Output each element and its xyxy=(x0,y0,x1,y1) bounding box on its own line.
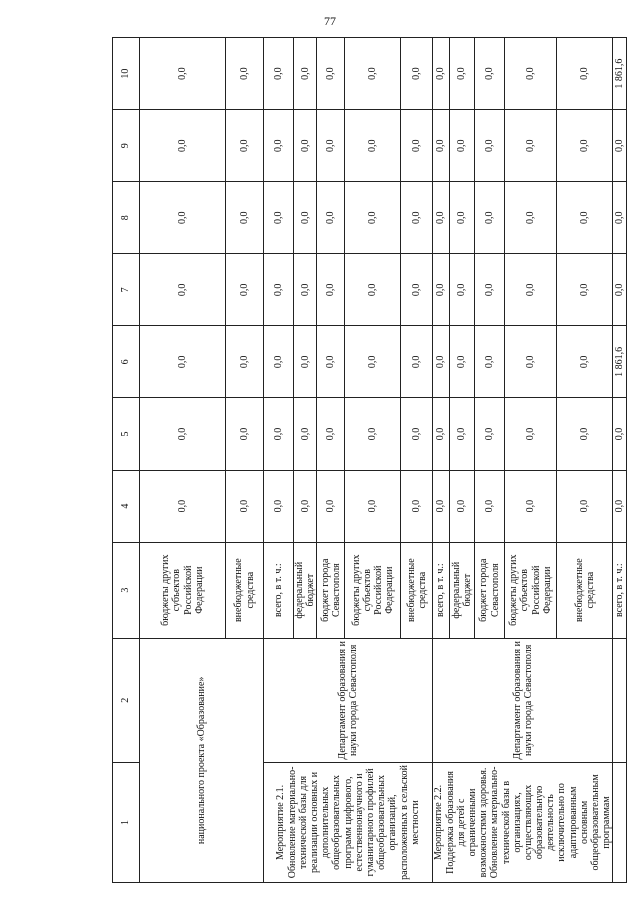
amount-cell: 0,0 xyxy=(474,326,504,398)
amount-cell: 0,0 xyxy=(317,38,345,110)
table-row xyxy=(433,38,449,883)
amount-cell: 0,0 xyxy=(401,182,433,254)
amount-cell: 0,0 xyxy=(226,398,264,470)
activity-name-cell: Мероприятие 2.2. Поддержка образования для детей с ограниченными возможностями здоровья. Обновление материально-технической базы в организациях, осуществляющих образовательную деятельность исключительно по адаптированным основным общеобразовательным программам xyxy=(433,762,613,882)
amount-cell: 0,0 xyxy=(449,110,474,182)
amount-cell: 0,0 xyxy=(401,110,433,182)
amount-cell: 0,0 xyxy=(264,470,294,542)
column-number-row xyxy=(113,38,140,883)
amount-cell: 0,0 xyxy=(345,326,401,398)
amount-cell: 0,0 xyxy=(294,182,317,254)
amount-cell: 0,0 xyxy=(140,398,226,470)
amount-cell: 0,0 xyxy=(401,326,433,398)
amount-cell: 0,0 xyxy=(226,326,264,398)
amount-cell: 0,0 xyxy=(345,470,401,542)
funding-source-cell: федеральный бюджет xyxy=(449,542,474,638)
amount-cell: 0,0 xyxy=(433,326,449,398)
amount-cell: 0,0 xyxy=(433,110,449,182)
amount-cell: 0,0 xyxy=(505,398,557,470)
amount-cell: 0,0 xyxy=(294,398,317,470)
col-number: 6 xyxy=(113,326,140,398)
responsible-executor-cell: Департамент образования и науки города Севастополя xyxy=(433,638,613,762)
funding-source-cell: бюджет города Севастополя xyxy=(317,542,345,638)
amount-cell: 0,0 xyxy=(345,254,401,326)
rotated-table-container xyxy=(112,37,626,883)
amount-cell: 0,0 xyxy=(505,326,557,398)
amount-cell: 0,0 xyxy=(317,326,345,398)
funding-source-cell: бюджеты других субъектов Российской Федерации xyxy=(505,542,557,638)
funding-source-cell: бюджеты других субъектов Российской Федерации xyxy=(345,542,401,638)
amount-cell: 0,0 xyxy=(505,110,557,182)
funding-source-cell: всего, в т. ч.: xyxy=(433,542,449,638)
amount-cell: 0,0 xyxy=(264,38,294,110)
col-number: 8 xyxy=(113,182,140,254)
amount-cell: 0,0 xyxy=(557,470,613,542)
amount-cell: 0,0 xyxy=(345,110,401,182)
amount-cell: 0,0 xyxy=(557,326,613,398)
amount-cell: 0,0 xyxy=(557,398,613,470)
amount-cell: 0,0 xyxy=(140,38,226,110)
amount-cell: 0,0 xyxy=(345,182,401,254)
amount-cell: 0,0 xyxy=(317,182,345,254)
amount-cell: 0,0 xyxy=(557,254,613,326)
amount-cell: 0,0 xyxy=(226,254,264,326)
amount-cell: 0,0 xyxy=(613,182,627,254)
amount-cell: 0,0 xyxy=(557,110,613,182)
amount-cell: 0,0 xyxy=(474,398,504,470)
amount-cell: 0,0 xyxy=(294,254,317,326)
amount-cell: 0,0 xyxy=(264,110,294,182)
col-number: 5 xyxy=(113,398,140,470)
amount-cell: 0,0 xyxy=(317,254,345,326)
funding-source-cell: внебюджетные средства xyxy=(557,542,613,638)
amount-cell: 0,0 xyxy=(140,470,226,542)
amount-cell: 0,0 xyxy=(505,182,557,254)
amount-cell: 0,0 xyxy=(294,38,317,110)
amount-cell: 0,0 xyxy=(401,398,433,470)
page-number: 77 xyxy=(324,14,336,28)
amount-cell: 0,0 xyxy=(449,182,474,254)
responsible-executor-cell xyxy=(613,638,627,762)
amount-cell: 0,0 xyxy=(345,398,401,470)
funding-source-cell: бюджеты других субъектов Российской Федерации xyxy=(140,542,226,638)
amount-cell: 0,0 xyxy=(401,38,433,110)
amount-cell: 0,0 xyxy=(317,110,345,182)
amount-cell: 0,0 xyxy=(613,470,627,542)
amount-cell: 0,0 xyxy=(345,38,401,110)
amount-cell: 0,0 xyxy=(433,38,449,110)
col-number: 2 xyxy=(113,638,140,762)
amount-cell: 1 861,6 xyxy=(613,326,627,398)
amount-cell: 0,0 xyxy=(433,254,449,326)
amount-cell: 0,0 xyxy=(226,38,264,110)
amount-cell: 0,0 xyxy=(474,254,504,326)
funding-source-cell: внебюджетные средства xyxy=(401,542,433,638)
table-body xyxy=(113,38,627,883)
col-number: 4 xyxy=(113,470,140,542)
total-name-cell xyxy=(613,762,627,882)
table-row xyxy=(613,38,627,883)
amount-cell: 0,0 xyxy=(264,326,294,398)
funding-source-cell: внебюджетные средства xyxy=(226,542,264,638)
col-number: 9 xyxy=(113,110,140,182)
col-number: 1 xyxy=(113,762,140,882)
amount-cell: 0,0 xyxy=(474,182,504,254)
col-number: 7 xyxy=(113,254,140,326)
amount-cell: 0,0 xyxy=(449,38,474,110)
amount-cell: 0,0 xyxy=(226,182,264,254)
amount-cell: 0,0 xyxy=(433,182,449,254)
amount-cell: 0,0 xyxy=(474,110,504,182)
amount-cell: 0,0 xyxy=(140,182,226,254)
amount-cell: 0,0 xyxy=(140,254,226,326)
table-frame xyxy=(112,37,626,883)
amount-cell: 0,0 xyxy=(317,470,345,542)
funding-source-cell: бюджет города Севастополя xyxy=(474,542,504,638)
amount-cell: 0,0 xyxy=(294,326,317,398)
amount-cell: 0,0 xyxy=(264,254,294,326)
activity-name-cell: Мероприятие 2.1. Обновление материально-технической базы для реализации основных и дополнительных общеобразовательных программ цифрового, естественнонаучного и гуманитарного профилей общеобразовательных организаций, расположенных в сельской местности xyxy=(264,762,433,882)
amount-cell: 0,0 xyxy=(140,110,226,182)
amount-cell: 0,0 xyxy=(226,110,264,182)
budget-table xyxy=(112,37,627,883)
amount-cell: 0,0 xyxy=(557,182,613,254)
amount-cell: 0,0 xyxy=(264,182,294,254)
col-number: 10 xyxy=(113,38,140,110)
amount-cell: 0,0 xyxy=(264,398,294,470)
amount-cell: 0,0 xyxy=(226,470,264,542)
amount-cell: 1 861,6 xyxy=(613,38,627,110)
col-number: 3 xyxy=(113,542,140,638)
amount-cell: 0,0 xyxy=(505,470,557,542)
project-name-cell: национального проекта «Образование» xyxy=(140,638,264,882)
amount-cell: 0,0 xyxy=(433,398,449,470)
table-row xyxy=(264,38,294,883)
table-row xyxy=(140,38,226,883)
funding-source-cell: федеральный бюджет xyxy=(294,542,317,638)
amount-cell: 0,0 xyxy=(433,470,449,542)
amount-cell: 0,0 xyxy=(449,326,474,398)
amount-cell: 0,0 xyxy=(474,470,504,542)
amount-cell: 0,0 xyxy=(613,254,627,326)
amount-cell: 0,0 xyxy=(449,398,474,470)
amount-cell: 0,0 xyxy=(449,470,474,542)
amount-cell: 0,0 xyxy=(294,470,317,542)
funding-source-cell: всего, в т. ч.: xyxy=(264,542,294,638)
amount-cell: 0,0 xyxy=(557,38,613,110)
amount-cell: 0,0 xyxy=(317,398,345,470)
funding-source-cell: всего, в т. ч.: xyxy=(613,542,627,638)
amount-cell: 0,0 xyxy=(505,254,557,326)
amount-cell: 0,0 xyxy=(613,110,627,182)
amount-cell: 0,0 xyxy=(474,38,504,110)
amount-cell: 0,0 xyxy=(613,398,627,470)
amount-cell: 0,0 xyxy=(505,38,557,110)
responsible-executor-cell: Департамент образования и науки города Севастополя xyxy=(264,638,433,762)
amount-cell: 0,0 xyxy=(401,470,433,542)
amount-cell: 0,0 xyxy=(140,326,226,398)
amount-cell: 0,0 xyxy=(294,110,317,182)
amount-cell: 0,0 xyxy=(449,254,474,326)
amount-cell: 0,0 xyxy=(401,254,433,326)
